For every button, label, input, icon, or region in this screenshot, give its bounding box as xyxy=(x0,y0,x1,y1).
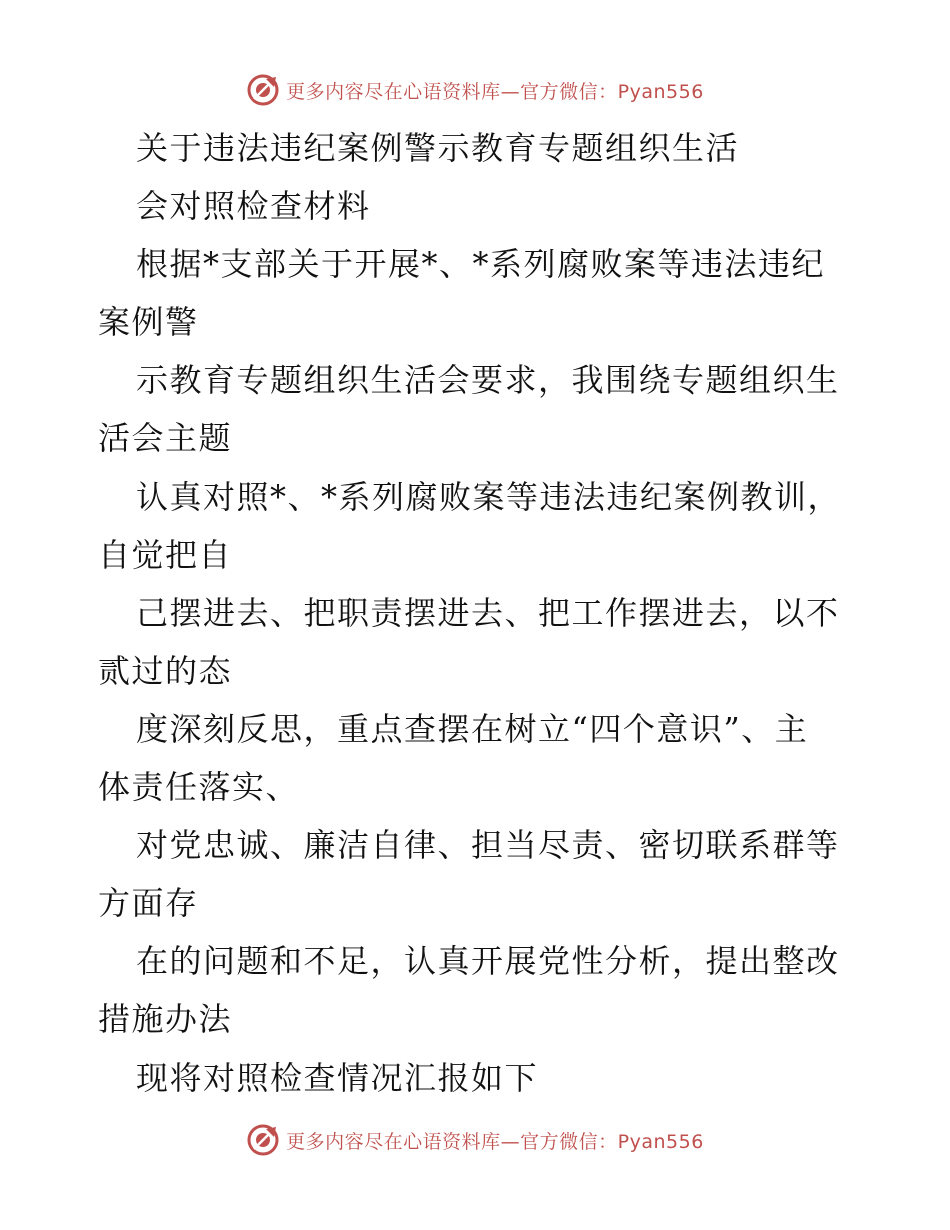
paragraph-line: 认真对照*、*系列腐败案等违法违纪案例教训， xyxy=(136,477,842,516)
paragraph-line: 己摆进去、把职责摆进去、把工作摆进去，以不 xyxy=(136,593,840,632)
title-line: 关于违法违纪案例警示教育专题组织生活 xyxy=(136,129,740,167)
paragraph-line: 自觉把自 xyxy=(98,535,233,574)
paragraph-line: 措施办法 xyxy=(98,1000,233,1039)
paragraph-line: 示教育专题组织生活会要求，我围绕专题组织生 xyxy=(136,361,840,400)
paragraph-line: 活会主题 xyxy=(98,419,233,458)
footer-watermark-banner xyxy=(0,1120,950,1160)
paragraph-line: 方面存 xyxy=(98,884,199,923)
paragraph-line: 现将对照检查情况汇报如下 xyxy=(136,1058,539,1097)
header-watermark-banner xyxy=(0,70,950,110)
title-line: 会对照检查材料 xyxy=(136,187,371,226)
paragraph-line: 案例警 xyxy=(98,303,199,342)
paragraph-line: 在的问题和不足，认真开展党性分析，提出整改 xyxy=(136,942,840,981)
paragraph-line: 对党忠诚、廉洁自律、担当尽责、密切联系群等 xyxy=(136,826,840,865)
brand-seal-icon xyxy=(246,1123,280,1157)
watermark-text: 更多内容尽在心语资料库—官方微信：Pyan556 xyxy=(286,80,704,103)
document-body xyxy=(98,119,858,1107)
watermark-text: 更多内容尽在心语资料库—官方微信：Pyan556 xyxy=(286,1130,704,1153)
brand-seal-icon xyxy=(246,73,280,107)
paragraph-line: 度深刻反思，重点查摆在树立“四个意识”、主 xyxy=(136,709,809,748)
paragraph-line: 贰过的态 xyxy=(98,651,233,690)
paragraph-line: 根据*支部关于开展*、*系列腐败案等违法违纪 xyxy=(136,245,826,284)
paragraph-line: 体责任落实、 xyxy=(98,768,300,807)
